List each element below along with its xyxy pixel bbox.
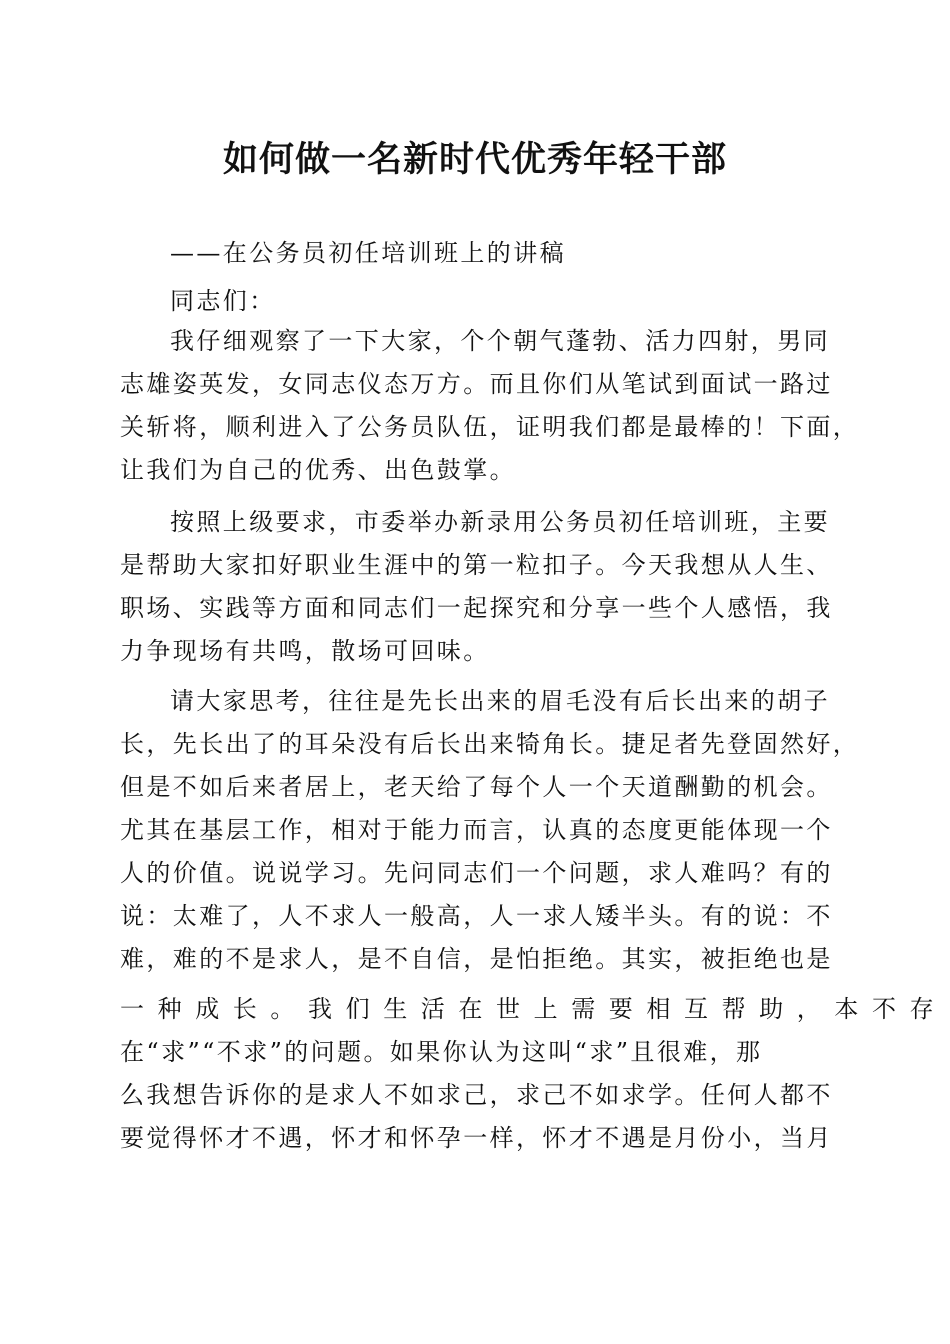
- body-line: 长，先长出了的耳朵没有后长出来犄角长。捷足者先登固然好，: [120, 730, 860, 758]
- body-line: 是帮助大家扣好职业生涯中的第一粒扣子。今天我想从人生、: [120, 551, 833, 579]
- body-line: 要觉得怀才不遇，怀才和怀孕一样，怀才不遇是月份小，当月: [120, 1124, 833, 1152]
- body-line: 力争现场有共鸣，散场可回味。: [120, 637, 490, 665]
- body-line: 按照上级要求，市委举办新录用公务员初任培训班，主要: [170, 508, 830, 536]
- body-line: 尤其在基层工作，相对于能力而言，认真的态度更能体现一个: [120, 816, 833, 844]
- body-line: 志雄姿英发，女同志仪态万方。而且你们从笔试到面试一路过: [120, 370, 833, 398]
- body-line: 人的价值。说说学习。先问同志们一个问题，求人难吗？有的: [120, 859, 833, 887]
- body-line: 让我们为自己的优秀、出色鼓掌。: [120, 456, 516, 484]
- body-line: 一种成长。我们生活在世上需要相互帮助，本不存: [120, 995, 948, 1023]
- body-line: 请大家思考，往往是先长出来的眉毛没有后长出来的胡子: [170, 687, 830, 715]
- body-line: 但是不如后来者居上，老天给了每个人一个天道酬勤的机会。: [120, 773, 833, 801]
- salutation: 同志们：: [170, 287, 276, 315]
- body-line: 我仔细观察了一下大家，个个朝气蓬勃、活力四射，男同: [170, 327, 830, 355]
- body-line: 在“求”“不求”的问题。如果你认为这叫“求”且很难，那: [120, 1038, 763, 1066]
- body-line: 关斩将，顺利进入了公务员队伍，证明我们都是最棒的！下面，: [120, 413, 860, 441]
- body-line: 说：太难了，人不求人一般高，人一求人矮半头。有的说：不: [120, 902, 833, 930]
- document-subtitle: ——在公务员初任培训班上的讲稿: [170, 239, 566, 267]
- body-line: 职场、实践等方面和同志们一起探究和分享一些个人感悟，我: [120, 594, 833, 622]
- body-line: 难，难的不是求人，是不自信，是怕拒绝。其实，被拒绝也是: [120, 945, 833, 973]
- document-title: 如何做一名新时代优秀年轻干部: [222, 139, 727, 180]
- body-line: 么我想告诉你的是求人不如求己，求己不如求学。任何人都不: [120, 1081, 833, 1109]
